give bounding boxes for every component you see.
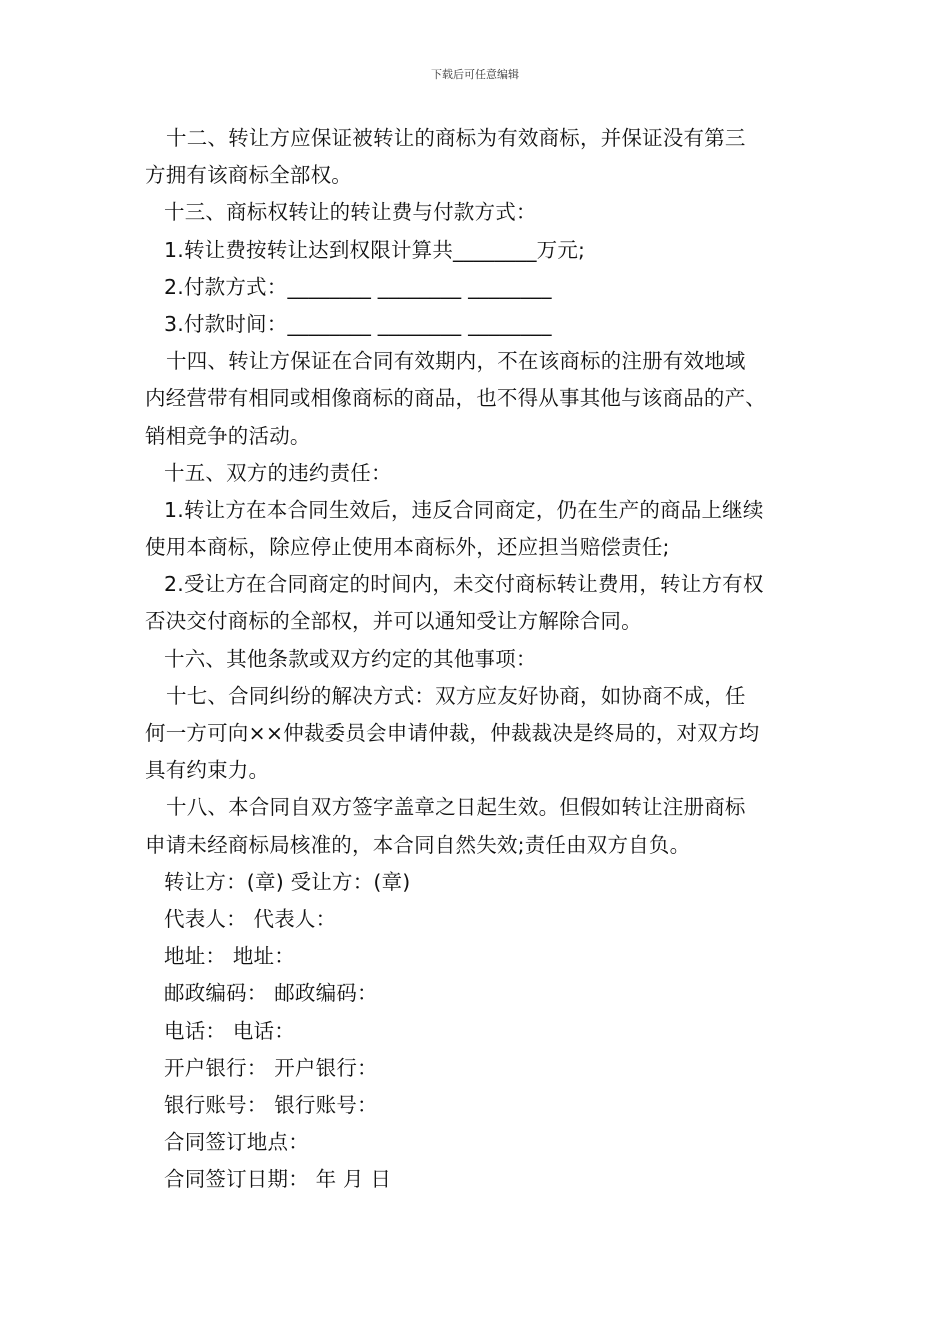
signature-bank: 开户银行： 开户银行： — [164, 1055, 378, 1080]
clause-13-item-1: 1.转让费按转让达到权限计算共________万元; — [164, 237, 586, 262]
clause-12-line-1: 十二、转让方应保证被转让的商标为有效商标，并保证没有第三 — [166, 126, 746, 150]
clause-15-heading: 十五、双方的违约责任： — [164, 460, 392, 485]
clause-15-item-1-line-1: 1.转让方在本合同生效后，违反合同商定，仍在生产的商品上继续 — [164, 497, 764, 522]
clause-14-line-1: 十四、转让方保证在合同有效期内，不在该商标的注册有效地域 — [166, 349, 746, 374]
clause-18-line-2: 申请未经商标局核准的，本合同自然失效;责任由双方自负。 — [145, 832, 691, 857]
signature-phone: 电话： 电话： — [164, 1018, 295, 1043]
signature-account: 银行账号： 银行账号： — [164, 1092, 378, 1117]
document-body — [145, 120, 825, 1198]
clause-16: 十六、其他条款或双方约定的其他事项： — [164, 646, 537, 671]
signature-address: 地址： 地址： — [164, 944, 295, 969]
page-header-note: 下载后可任意编辑 — [431, 68, 519, 81]
signature-parties: 转让方：(章) 受让方：(章) — [164, 869, 411, 894]
clause-13-item-2: 2.付款方式：________ ________ ________ — [164, 274, 552, 299]
signature-postcode: 邮政编码： 邮政编码： — [164, 981, 378, 1006]
clause-14-line-3: 销相竞争的活动。 — [145, 423, 311, 448]
signature-representative: 代表人： 代表人： — [164, 906, 337, 931]
clause-15-item-2-line-2: 否决交付商标的全部权，并可以通知受让方解除合同。 — [145, 609, 642, 634]
clause-18-line-1: 十八、本合同自双方签字盖章之日起生效。但假如转让注册商标 — [166, 795, 746, 820]
clause-13-item-3: 3.付款时间：________ ________ ________ — [164, 311, 552, 336]
clause-12-line-2: 方拥有该商标全部权。 — [145, 163, 352, 188]
clause-17-line-3: 具有约束力。 — [145, 758, 270, 783]
signing-date: 合同签订日期： 年 月 日 — [164, 1167, 392, 1192]
clause-14-line-2: 内经营带有相同或相像商标的商品，也不得从事其他与该商品的产、 — [145, 386, 766, 411]
clause-17-line-2: 何一方可向××仲裁委员会申请仲裁，仲裁裁决是终局的，对双方均 — [145, 721, 760, 745]
clause-15-item-1-line-2: 使用本商标，除应停止使用本商标外，还应担当赔偿责任; — [145, 535, 670, 560]
clause-13-heading: 十三、商标权转让的转让费与付款方式： — [164, 200, 537, 225]
signing-place: 合同签订地点： — [164, 1130, 309, 1155]
clause-17-line-1: 十七、合同纠纷的解决方式：双方应友好协商，如协商不成，任 — [166, 683, 746, 708]
clause-15-item-2-line-1: 2.受让方在合同商定的时间内，未交付商标转让费用，转让方有权 — [164, 572, 764, 597]
